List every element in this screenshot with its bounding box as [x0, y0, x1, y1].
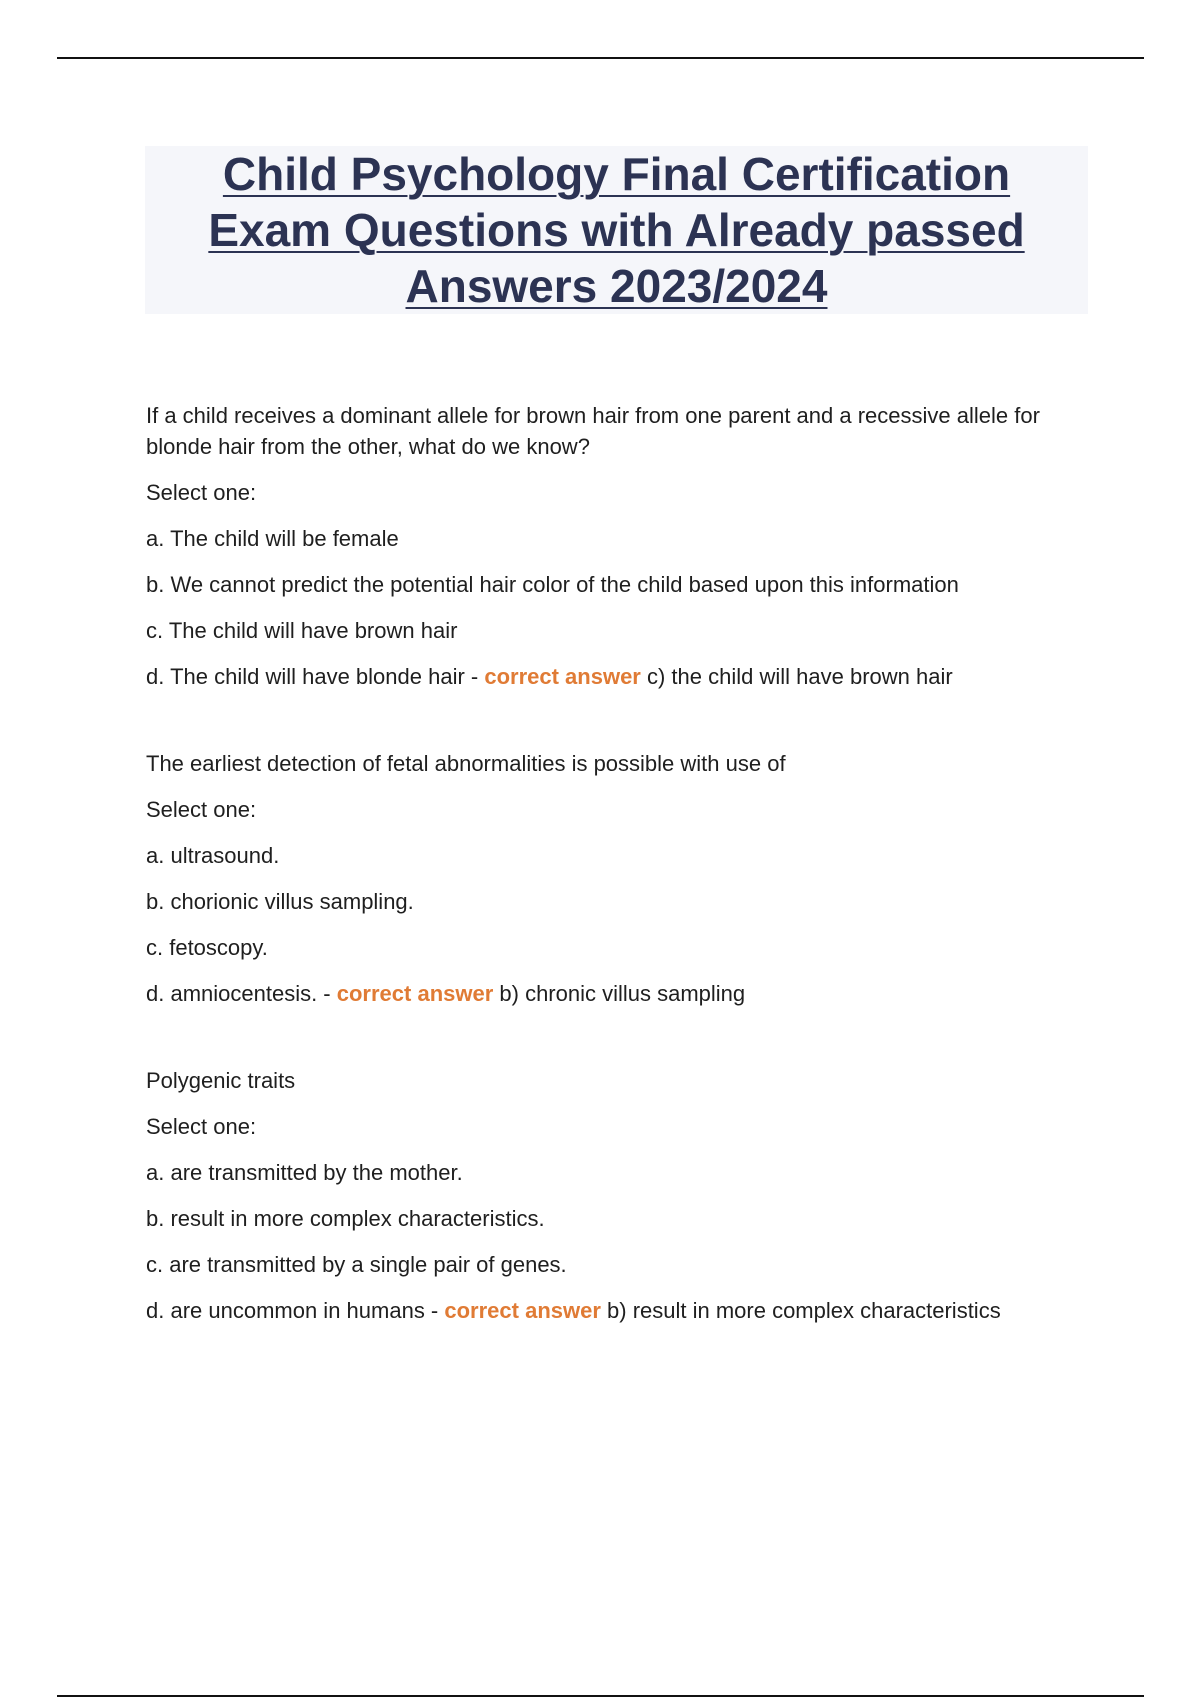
option-d	[146, 1295, 1146, 1326]
option-d-text: d. are uncommon in humans -	[146, 1298, 445, 1323]
correct-answer-text: b) chronic villus sampling	[493, 981, 746, 1006]
select-one-label: Select one:	[146, 797, 257, 822]
correct-answer-text: b) result in more complex characteristics	[600, 1298, 1001, 1323]
option-a: a. ultrasound.	[146, 843, 280, 868]
option-d-text: d. amniocentesis. -	[146, 981, 337, 1006]
bottom-rule	[57, 1695, 1144, 1697]
option-d	[146, 978, 1146, 1009]
option-b: b. chorionic villus sampling.	[146, 889, 414, 914]
option-a: a. The child will be female	[146, 526, 399, 551]
select-one-label: Select one:	[146, 1114, 257, 1139]
option-c: c. The child will have brown hair	[146, 618, 458, 643]
question-1	[146, 400, 1146, 692]
option-b: b. We cannot predict the potential hair color of the child based upon this information	[146, 572, 959, 597]
correct-answer-label: correct answer	[336, 981, 494, 1006]
question-3	[146, 1065, 1146, 1326]
title-banner	[145, 146, 1088, 314]
correct-answer-label: correct answer	[444, 1298, 601, 1323]
question-text: If a child receives a dominant allele for brown hair from one parent and a recessive allele for blonde hair from the other, what do we know?	[146, 403, 1040, 459]
option-a: a. are transmitted by the mother.	[146, 1160, 463, 1185]
question-2	[146, 748, 1146, 1009]
select-one-label: Select one:	[146, 480, 257, 505]
option-c: c. fetoscopy.	[146, 935, 268, 960]
question-list	[146, 400, 1146, 1382]
correct-answer-text: c) the child will have brown hair	[640, 664, 953, 689]
correct-answer-label: correct answer	[484, 664, 641, 689]
option-c: c. are transmitted by a single pair of genes.	[146, 1252, 567, 1277]
question-text: The earliest detection of fetal abnormalities is possible with use of	[146, 751, 786, 776]
option-d	[146, 661, 1146, 692]
option-b: b. result in more complex characteristics.	[146, 1206, 545, 1231]
document-title: Child Psychology Final Certification Exam Questions with Already passed Answers 2023/2024	[208, 148, 1025, 312]
question-text: Polygenic traits	[146, 1068, 296, 1093]
top-rule	[57, 57, 1144, 59]
option-d-text: d. The child will have blonde hair -	[146, 664, 485, 689]
